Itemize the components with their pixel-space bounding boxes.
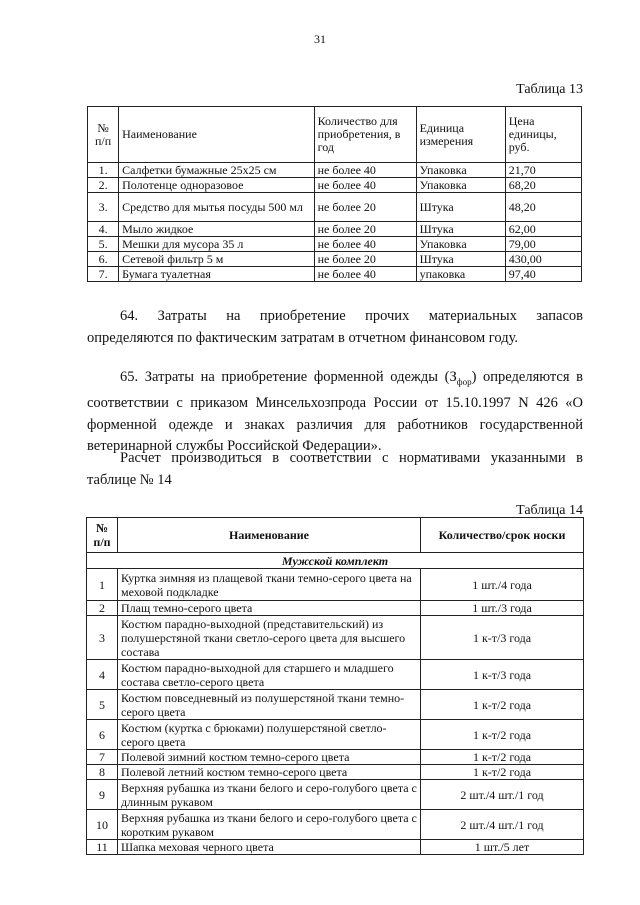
row-qty: 1 к-т/3 года — [421, 616, 584, 660]
row-qty: 1 к-т/2 года — [421, 765, 584, 780]
header-num: № п/п — [87, 518, 118, 553]
row-unit: Упаковка — [416, 237, 505, 252]
header-unit: Единица измерения — [416, 107, 505, 163]
header-name: Наименование — [119, 107, 314, 163]
row-qty: не более 40 — [314, 267, 416, 282]
row-num: 3 — [87, 616, 118, 660]
header-num: № п/п — [88, 107, 119, 163]
paragraph-65 — [87, 367, 583, 458]
table-row — [87, 840, 584, 855]
row-unit: Штука — [416, 252, 505, 267]
paragraph-64-lead: 64. Затраты на приобретение прочих материальных запасов — [120, 308, 583, 324]
row-qty: 1 к-т/2 года — [421, 690, 584, 720]
row-unit: Штука — [416, 193, 505, 222]
row-price: 97,40 — [505, 267, 581, 282]
header-name: Наименование — [118, 518, 421, 553]
row-name: Средство для мытья посуды 500 мл — [119, 193, 314, 222]
row-num: 4. — [88, 222, 119, 237]
row-num: 5 — [87, 690, 118, 720]
table-14-header-row — [87, 518, 584, 553]
page-number: 31 — [314, 32, 326, 46]
row-unit: упаковка — [416, 267, 505, 282]
table-row — [88, 237, 582, 252]
row-name: Сетевой фильтр 5 м — [119, 252, 314, 267]
row-name: Полотенце одноразовое — [119, 178, 314, 193]
table-14-body — [87, 553, 584, 855]
paragraph-64 — [87, 306, 583, 349]
row-num: 10 — [87, 810, 118, 840]
row-unit: Упаковка — [416, 178, 505, 193]
row-num: 2 — [87, 601, 118, 616]
table-row — [88, 267, 582, 282]
table-row — [87, 569, 584, 601]
row-qty: не более 40 — [314, 163, 416, 178]
row-price: 68,20 — [505, 178, 581, 193]
row-name: Полевой летний костюм темно-серого цвета — [118, 765, 421, 780]
row-num: 6 — [87, 720, 118, 750]
table-14-caption: Таблица 14 — [516, 503, 583, 518]
cost-symbol: З — [449, 369, 457, 385]
paragraph-65-calculation: Расчет производиться в соответствии с нормативами указанными в таблице № 14 — [87, 450, 583, 488]
table-row — [88, 222, 582, 237]
row-num: 11 — [87, 840, 118, 855]
header-qty: Количество для приобретения, в год — [314, 107, 416, 163]
table-14 — [86, 517, 584, 855]
row-num: 5. — [88, 237, 119, 252]
row-name: Верхняя рубашка из ткани белого и серо-голубого цвета с длинным рукавом — [118, 780, 421, 810]
section-row — [87, 553, 584, 569]
table-row — [87, 750, 584, 765]
row-num: 9 — [87, 780, 118, 810]
row-num: 4 — [87, 660, 118, 690]
row-qty: не более 40 — [314, 237, 416, 252]
row-qty: 2 шт./4 шт./1 год — [421, 780, 584, 810]
row-num: 8 — [87, 765, 118, 780]
header-qty: Количество/срок носки — [421, 518, 584, 553]
table-row — [87, 765, 584, 780]
table-row — [87, 690, 584, 720]
table-13-header-row — [88, 107, 582, 163]
table-13-body — [88, 163, 582, 282]
table-row — [87, 601, 584, 616]
row-num: 2. — [88, 178, 119, 193]
row-qty: 1 к-т/3 года — [421, 660, 584, 690]
row-unit: Упаковка — [416, 163, 505, 178]
row-name: Плащ темно-серого цвета — [118, 601, 421, 616]
table-row — [87, 616, 584, 660]
row-qty: не более 20 — [314, 193, 416, 222]
table-row — [88, 252, 582, 267]
row-name: Костюм парадно-выходной (представительский) из полушерстяной ткани светло-серого цвета для высшего состава — [118, 616, 421, 660]
section-title: Мужской комплект — [87, 553, 584, 569]
row-name: Мешки для мусора 35 л — [119, 237, 314, 252]
row-qty: 1 к-т/2 года — [421, 750, 584, 765]
row-num: 6. — [88, 252, 119, 267]
table-row — [87, 660, 584, 690]
row-num: 7. — [88, 267, 119, 282]
row-name: Полевой зимний костюм темно-серого цвета — [118, 750, 421, 765]
row-name: Костюм парадно-выходной для старшего и младшего состава светло-серого цвета — [118, 660, 421, 690]
table-row — [88, 163, 582, 178]
row-name: Шапка меховая черного цвета — [118, 840, 421, 855]
table-row — [87, 810, 584, 840]
row-qty: 1 шт./4 года — [421, 569, 584, 601]
row-name: Куртка зимняя из плащевой ткани темно-серого цвета на меховой подкладке — [118, 569, 421, 601]
row-qty: 1 к-т/2 года — [421, 720, 584, 750]
row-price: 21,70 — [505, 163, 581, 178]
table-13-caption: Таблица 13 — [516, 82, 583, 97]
row-price: 48,20 — [505, 193, 581, 222]
row-num: 1. — [88, 163, 119, 178]
paragraph-65-before: 65. Затраты на приобретение форменной одежды ( — [120, 369, 450, 385]
header-price: Цена единицы, руб. — [505, 107, 581, 163]
row-name: Салфетки бумажные 25х25 см — [119, 163, 314, 178]
row-unit: Штука — [416, 222, 505, 237]
row-name: Бумага туалетная — [119, 267, 314, 282]
table-row — [87, 720, 584, 750]
row-num: 7 — [87, 750, 118, 765]
row-qty: 1 шт./5 лет — [421, 840, 584, 855]
row-price: 62,00 — [505, 222, 581, 237]
table-row — [87, 780, 584, 810]
row-qty: не более 40 — [314, 178, 416, 193]
row-name: Костюм повседневный из полушерстяной ткани темно-серого цвета — [118, 690, 421, 720]
row-name: Мыло жидкое — [119, 222, 314, 237]
row-price: 79,00 — [505, 237, 581, 252]
table-13 — [87, 106, 582, 282]
table-row — [88, 178, 582, 193]
table-row — [88, 193, 582, 222]
row-name: Верхняя рубашка из ткани белого и серо-голубого цвета с коротким рукавом — [118, 810, 421, 840]
row-price: 430,00 — [505, 252, 581, 267]
row-qty: 2 шт./4 шт./1 год — [421, 810, 584, 840]
row-qty: 1 шт./3 года — [421, 601, 584, 616]
row-qty: не более 20 — [314, 222, 416, 237]
cost-symbol-subscript: фор — [456, 376, 472, 387]
row-qty: не более 20 — [314, 252, 416, 267]
row-num: 3. — [88, 193, 119, 222]
paragraph-65-after: ) определяются в соответствии с приказом Минсельхозпрода России от 15.10.1997 N 426 «О форменной одежде и знаках различия для работников государственной ветеринарной службы Российской Федерации». — [87, 369, 583, 455]
row-name: Костюм (куртка с брюками) полушерстяной светло-серого цвета — [118, 720, 421, 750]
paragraph-64-rest: определяются по фактическим затратам в отчетном финансовом году. — [87, 329, 519, 346]
row-num: 1 — [87, 569, 118, 601]
